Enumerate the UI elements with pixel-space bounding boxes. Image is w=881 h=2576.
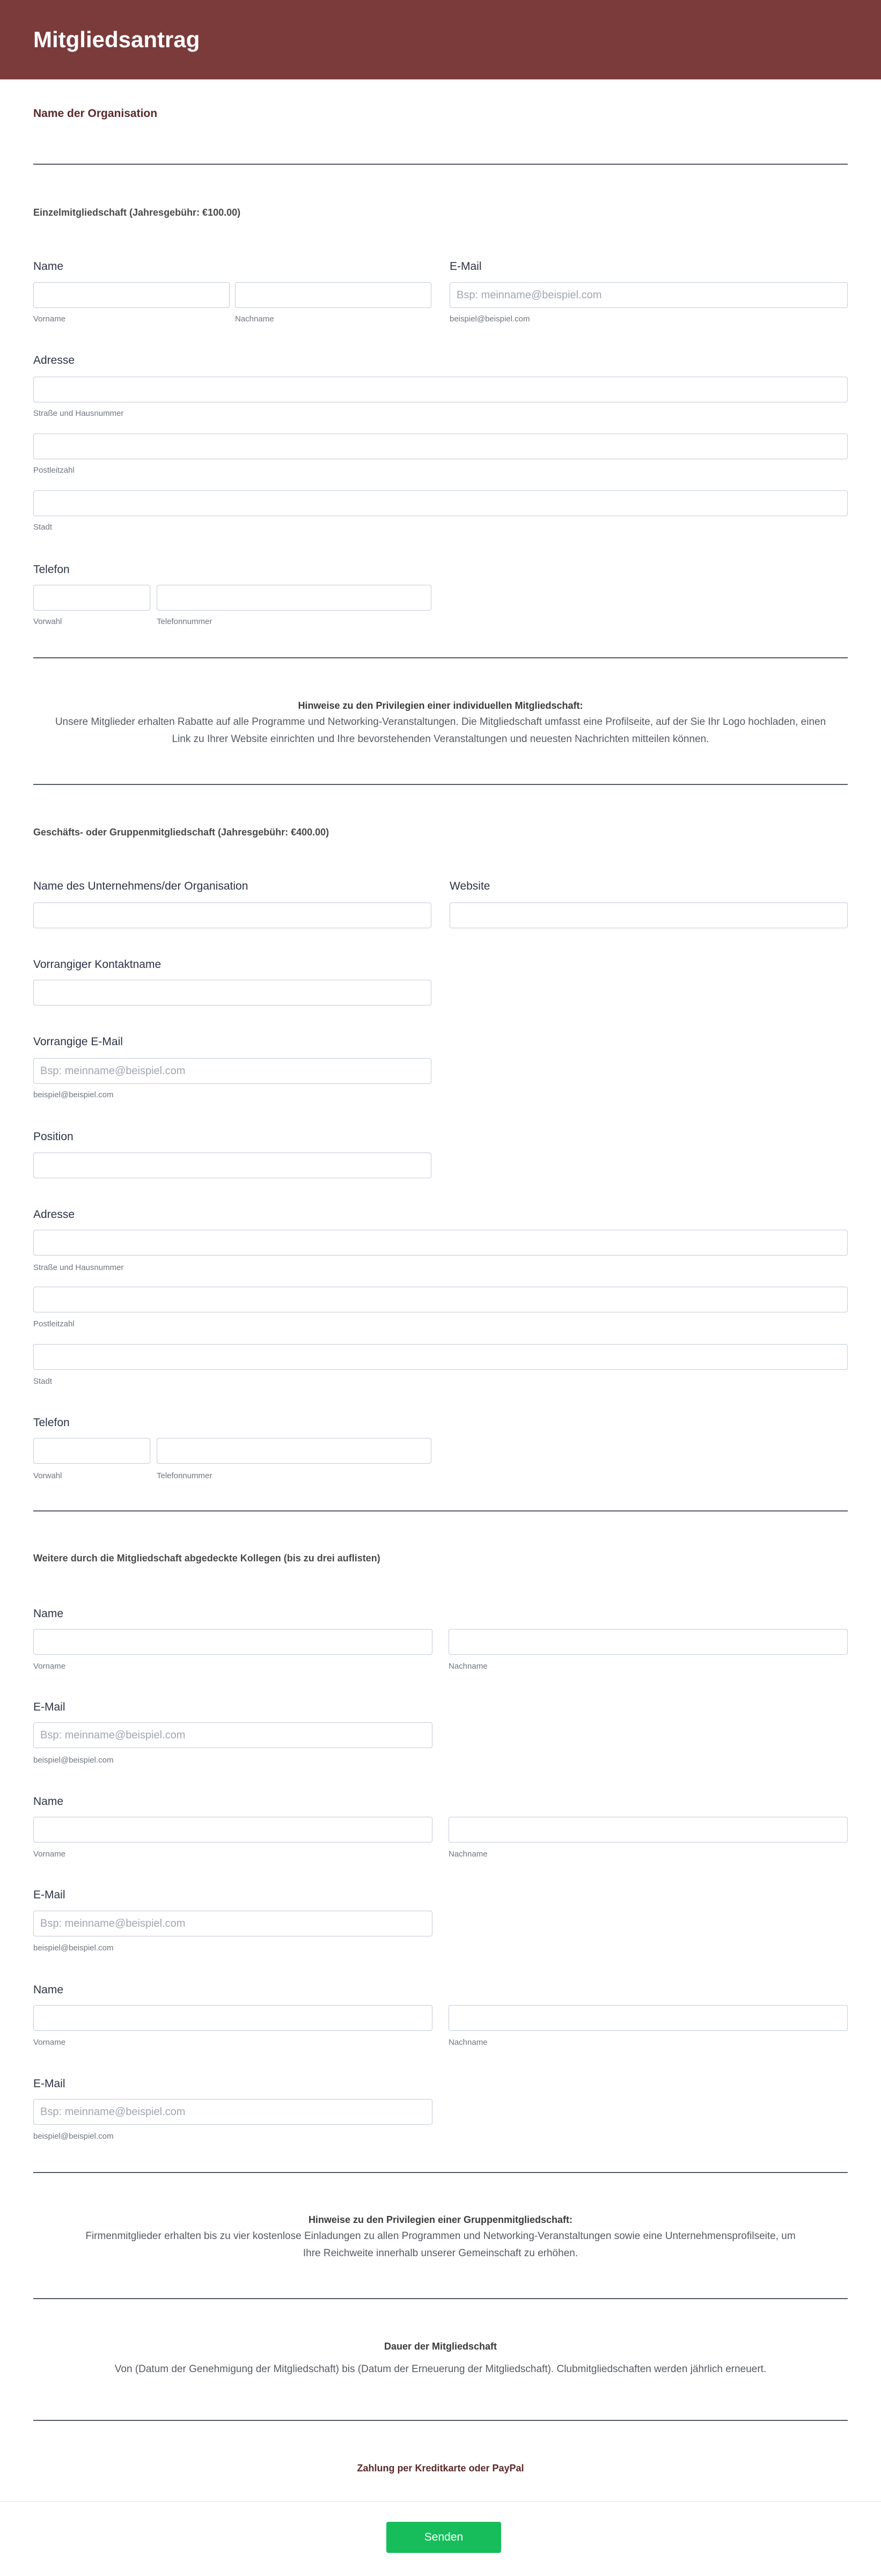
primary-email-label: Vorrangige E-Mail (33, 1036, 123, 1048)
colleague-email-sublabel: beispiel@beispiel.com (33, 1943, 114, 1953)
individual-membership-heading: Einzelmitgliedschaft (Jahresgebühr: €100.00) (33, 207, 241, 218)
colleague-last-name-sublabel: Nachname (449, 1662, 488, 1671)
business-area-code-sublabel: Vorwahl (33, 1471, 62, 1480)
colleague-1-first-name-input[interactable] (33, 1629, 432, 1655)
colleague-email-label: E-Mail (33, 1701, 65, 1713)
individual-address-label: Adresse (33, 354, 75, 366)
business-phone-input[interactable] (157, 1438, 431, 1464)
organisation-heading: Name der Organisation (33, 107, 158, 120)
membership-duration-text: Von (Datum der Genehmigung der Mitgliedschaft) bis (Datum der Erneuerung der Mitgliedschaft). Clubmitgliedschaften werden jährlich erneuert. (114, 2364, 767, 2375)
colleague-first-name-sublabel: Vorname (33, 1662, 66, 1671)
colleague-2-last-name-input[interactable] (449, 1817, 848, 1843)
individual-area-code-sublabel: Vorwahl (33, 617, 62, 626)
individual-phone-label: Telefon (33, 563, 70, 576)
colleague-2-email-input[interactable] (33, 1911, 432, 1936)
individual-street-sublabel: Straße und Hausnummer (33, 409, 124, 418)
divider (33, 2172, 848, 2173)
divider (33, 1510, 848, 1511)
colleague-3-email-input[interactable] (33, 2099, 432, 2125)
individual-first-name-sublabel: Vorname (33, 314, 66, 324)
colleague-last-name-sublabel: Nachname (449, 1850, 488, 1859)
individual-street-input[interactable] (33, 377, 848, 402)
business-zip-sublabel: Postleitzahl (33, 1319, 75, 1329)
business-street-sublabel: Straße und Hausnummer (33, 1263, 124, 1272)
colleague-2-first-name-input[interactable] (33, 1817, 432, 1843)
colleague-first-name-sublabel: Vorname (33, 1850, 66, 1859)
company-name-label: Name des Unternehmens/der Organisation (33, 880, 248, 892)
business-phone-label: Telefon (33, 1417, 70, 1429)
individual-privileges-info (33, 698, 848, 748)
individual-last-name-input[interactable] (235, 282, 431, 308)
primary-contact-input[interactable] (33, 980, 431, 1006)
position-input[interactable] (33, 1153, 431, 1178)
individual-zip-input[interactable] (33, 434, 848, 459)
individual-email-label: E-Mail (450, 260, 482, 273)
primary-email-input[interactable] (33, 1058, 431, 1084)
individual-first-name-input[interactable] (33, 282, 230, 308)
company-name-input[interactable] (33, 902, 431, 928)
divider (33, 657, 848, 658)
colleague-email-label: E-Mail (33, 2078, 65, 2090)
payment-section (33, 2460, 848, 2476)
individual-zip-sublabel: Postleitzahl (33, 466, 75, 475)
footer-divider (0, 2501, 881, 2502)
colleague-first-name-sublabel: Vorname (33, 2038, 66, 2047)
individual-phone-sublabel: Telefonnummer (157, 617, 212, 626)
divider (33, 164, 848, 165)
website-label: Website (450, 880, 490, 892)
group-privileges-text: Firmenmitglieder erhalten bis zu vier kostenlose Einladungen zu allen Programmen und Networking-Veranstaltungen sowie eine Unternehmensprofilseite, um Ihre Reichweite innerhalb unserer Gemeinschaft zu erhöhen. (85, 2230, 796, 2259)
individual-phone-input[interactable] (157, 585, 431, 611)
business-membership-heading: Geschäfts- oder Gruppenmitgliedschaft (Jahresgebühr: €400.00) (33, 827, 329, 838)
colleague-1-last-name-input[interactable] (449, 1629, 848, 1655)
individual-city-sublabel: Stadt (33, 523, 53, 532)
business-phone-sublabel: Telefonnummer (157, 1471, 212, 1480)
individual-email-sublabel: beispiel@beispiel.com (450, 314, 530, 324)
business-zip-input[interactable] (33, 1287, 848, 1312)
membership-duration-title: Dauer der Mitgliedschaft (384, 2341, 497, 2352)
business-city-input[interactable] (33, 1344, 848, 1370)
colleague-3-first-name-input[interactable] (33, 2005, 432, 2031)
position-label: Position (33, 1131, 74, 1143)
website-input[interactable] (450, 902, 848, 928)
colleague-name-label: Name (33, 1608, 64, 1620)
colleague-name-label: Name (33, 1984, 64, 1996)
colleague-name-label: Name (33, 1795, 64, 1808)
individual-privileges-title: Hinweise zu den Privilegien einer individuellen Mitgliedschaft: (298, 700, 583, 711)
individual-area-code-input[interactable] (33, 585, 150, 611)
primary-contact-label: Vorrangiger Kontaktname (33, 958, 161, 971)
individual-city-input[interactable] (33, 490, 848, 516)
payment-label: Zahlung per Kreditkarte oder PayPal (357, 2463, 524, 2474)
colleague-3-last-name-input[interactable] (449, 2005, 848, 2031)
individual-last-name-sublabel: Nachname (235, 314, 274, 324)
group-privileges-info (33, 2212, 848, 2262)
business-city-sublabel: Stadt (33, 1377, 53, 1386)
business-street-input[interactable] (33, 1230, 848, 1256)
colleagues-heading: Weitere durch die Mitgliedschaft abgedeckte Kollegen (bis zu drei auflisten) (33, 1553, 380, 1564)
individual-name-label: Name (33, 260, 64, 273)
business-address-label: Adresse (33, 1208, 75, 1221)
form-header (0, 0, 881, 79)
divider (33, 784, 848, 785)
colleague-1-email-input[interactable] (33, 1722, 432, 1748)
submit-button[interactable]: Senden (386, 2522, 501, 2553)
group-privileges-title: Hinweise zu den Privilegien einer Gruppenmitgliedschaft: (308, 2214, 573, 2225)
business-area-code-input[interactable] (33, 1438, 150, 1464)
form-title: Mitgliedsantrag (33, 27, 200, 52)
primary-email-sublabel: beispiel@beispiel.com (33, 1090, 114, 1099)
individual-email-input[interactable] (450, 282, 848, 308)
colleague-email-sublabel: beispiel@beispiel.com (33, 2132, 114, 2141)
colleague-email-label: E-Mail (33, 1889, 65, 1901)
membership-duration-info (33, 2338, 848, 2378)
divider (33, 2420, 848, 2421)
colleague-last-name-sublabel: Nachname (449, 2038, 488, 2047)
colleague-email-sublabel: beispiel@beispiel.com (33, 1756, 114, 1765)
divider (33, 2298, 848, 2299)
individual-privileges-text: Unsere Mitglieder erhalten Rabatte auf alle Programme und Networking-Veranstaltungen. Die Mitgliedschaft umfasst eine Profilseite, auf der Sie Ihr Logo hochladen, einen Link zu Ihrer Website einrichten und Ihre bevorstehenden Veranstaltungen und neuesten Nachrichten mitteilen können. (55, 716, 826, 745)
